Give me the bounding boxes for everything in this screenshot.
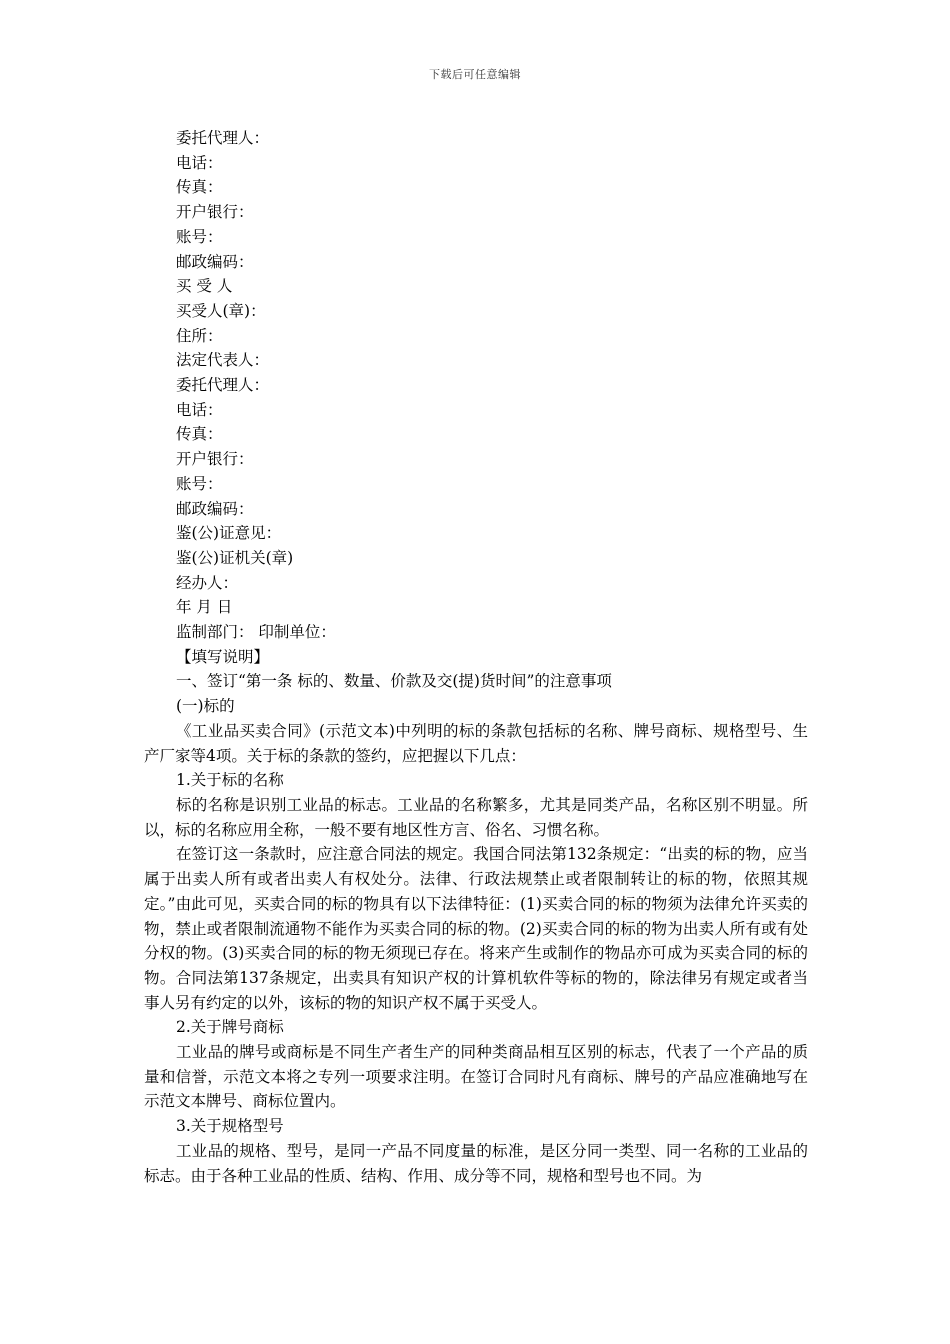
field-line: 邮政编码： <box>176 499 254 518</box>
field-line: 账号： <box>176 474 223 493</box>
body-paragraph: 工业品的规格、型号，是同一产品不同度量的标准，是区分同一类型、同一名称的工业品的标志。由于各种工业品的性质、结构、作用、成分等不同，规格和型号也不同。为 <box>144 1141 808 1185</box>
body-paragraph: 在签订这一条款时，应注意合同法的规定。我国合同法第132条规定：“出卖的标的物，应当属于出卖人所有或者出卖人有权处分。法律、行政法规禁止或者限制转让的标的物，依照其规定。”由此可见，买卖合同的标的物具有以下法律特征：(1)买卖合同的标的物须为法律允许买卖的物，禁止或者限制流通物不能作为买卖合同的标的物。(2)买卖合同的标的物为出卖人所有或有处分权的物。(3)买卖合同的标的物无须现已存在。将来产生或制作的物品亦可成为买卖合同的标的物。合同法第137条规定，出卖具有知识产权的计算机软件等标的物的，除法律另有规定或者当事人另有约定的以外，该标的物的知识产权不属于买受人。 <box>144 845 808 1012</box>
field-line: 邮政编码： <box>176 252 254 271</box>
body-paragraph: 《工业品买卖合同》(示范文本)中列明的标的条款包括标的名称、牌号商标、规格型号、生产厂家等4项。关于标的条款的签约，应把握以下几点： <box>144 721 808 765</box>
body-paragraph: 工业品的牌号或商标是不同生产者生产的同种类商品相互区别的标志，代表了一个产品的质量和信誉，示范文本将之专列一项要求注明。在签订合同时凡有商标、牌号的产品应准确地写在示范文本牌号、商标位置内。 <box>144 1043 808 1111</box>
field-line: 传真： <box>176 425 223 444</box>
field-line: 电话： <box>176 153 223 172</box>
field-line: 传真： <box>176 178 223 197</box>
field-line: 电话： <box>176 400 223 419</box>
field-line: 账号： <box>176 227 223 246</box>
subsection-heading: 2.关于牌号商标 <box>176 1018 284 1037</box>
field-line: 监制部门： 印制单位： <box>176 623 336 642</box>
page-header-note: 下载后可任意编辑 <box>429 68 521 81</box>
subsection-heading: 1.关于标的名称 <box>176 771 284 790</box>
body-paragraph: 标的名称是识别工业品的标志。工业品的名称繁多，尤其是同类产品，名称区别不明显。所以，标的名称应用全称，一般不要有地区性方言、俗名、习惯名称。 <box>144 795 808 839</box>
field-line: 开户银行： <box>176 450 254 469</box>
subsection-heading: 3.关于规格型号 <box>176 1117 284 1136</box>
field-line: 住所： <box>176 326 223 345</box>
field-line: 鉴(公)证意见： <box>176 524 282 543</box>
field-line: 开户银行： <box>176 203 254 222</box>
field-line: 买受人(章)： <box>176 301 266 320</box>
field-line: 年 月 日 <box>176 598 233 617</box>
field-line: 委托代理人： <box>176 129 270 147</box>
field-line: 法定代表人： <box>176 351 270 370</box>
section-heading: (一)标的 <box>176 697 235 716</box>
document-body <box>144 126 808 1188</box>
field-line: 委托代理人： <box>176 376 270 395</box>
field-line: 买 受 人 <box>176 277 233 296</box>
section-heading: 一、签订“第一条 标的、数量、价款及交(提)货时间”的注意事项 <box>176 672 612 691</box>
field-line: 经办人： <box>176 573 239 592</box>
field-line: 鉴(公)证机关(章) <box>176 548 294 567</box>
section-heading: 【填写说明】 <box>176 647 270 666</box>
